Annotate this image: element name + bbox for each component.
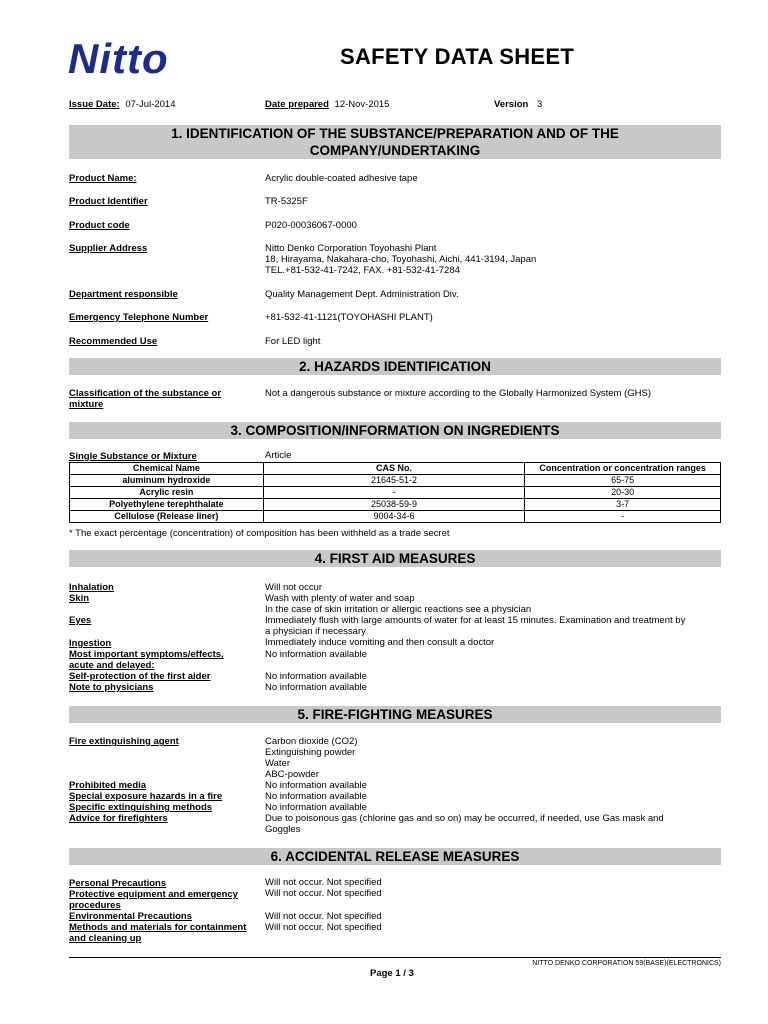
chemical-name-cell: Cellulose (Release liner) bbox=[70, 511, 264, 523]
concentration-cell: 20-30 bbox=[525, 487, 721, 499]
product-code-value: P020-00036067-0000 bbox=[265, 220, 357, 231]
classification-value: Not a dangerous substance or mixture according to the Globally Harmonized System (GHS) bbox=[265, 388, 651, 399]
date-prepared-value: 12-Nov-2015 bbox=[334, 99, 390, 110]
product-code-label: Product code bbox=[69, 220, 130, 231]
agent-line: Water bbox=[265, 758, 290, 769]
skin-value bbox=[265, 593, 721, 615]
environmental-precautions-label: Environmental Precautions bbox=[69, 911, 193, 922]
concentration-cell: 65-75 bbox=[525, 475, 721, 487]
chemical-name-cell: Polyethylene terephthalate bbox=[70, 499, 264, 511]
note-physicians-label: Note to physicians bbox=[69, 682, 154, 693]
cas-no-cell: 21645-51-2 bbox=[263, 475, 525, 487]
protective-label-line1: Protective equipment and emergency bbox=[69, 889, 238, 900]
note-physicians-value: No information available bbox=[265, 682, 367, 693]
protective-label-line2: procedures bbox=[69, 900, 121, 911]
column-chemical-name: Chemical Name bbox=[70, 463, 264, 475]
supplier-address-value bbox=[265, 243, 721, 276]
extinguishing-agent-label: Fire extinguishing agent bbox=[69, 736, 179, 747]
emergency-phone-label: Emergency Telephone Number bbox=[69, 312, 209, 323]
product-name-label: Product Name: bbox=[69, 173, 137, 184]
ingestion-value: Immediately induce vomiting and then consult a doctor bbox=[265, 637, 495, 648]
advice-value-line1: Due to poisonous gas (chlorine gas and so on) may be occurred, if needed, use Gas mask and bbox=[265, 813, 664, 824]
cas-no-cell: 25038-59-9 bbox=[263, 499, 525, 511]
skin-value-line2: In the case of skin irritation or allergic reactions see a physician bbox=[265, 604, 532, 615]
personal-precautions-label: Personal Precautions bbox=[69, 878, 167, 889]
table-header-row bbox=[70, 463, 721, 475]
chemical-name-cell: Acrylic resin bbox=[70, 487, 264, 499]
personal-precautions-value: Will not occur. Not specified bbox=[265, 877, 382, 888]
date-prepared-label: Date prepared bbox=[265, 99, 329, 110]
issue-date-value: 07-Jul-2014 bbox=[125, 99, 176, 110]
protective-equipment-value: Will not occur. Not specified bbox=[265, 888, 382, 899]
cas-no-cell: 9004-34-6 bbox=[263, 511, 525, 523]
cas-no-cell: - bbox=[263, 487, 525, 499]
document-title: SAFETY DATA SHEET bbox=[340, 44, 575, 69]
concentration-cell: - bbox=[525, 511, 721, 523]
product-identifier-label: Product Identifier bbox=[69, 196, 148, 207]
specific-methods-label: Specific extinguishing methods bbox=[69, 802, 213, 813]
chemical-name-cell: aluminum hydroxide bbox=[70, 475, 264, 487]
product-name-value: Acrylic double-coated adhesive tape bbox=[265, 173, 418, 184]
footer-corporation: NITTO DENKO CORPORATION 59(BASE)(ELECTRONICS) bbox=[532, 960, 721, 967]
composition-note: * The exact percentage (concentration) of composition has been withheld as a trade secret bbox=[69, 528, 450, 539]
issue-date-label: Issue Date: bbox=[69, 99, 120, 110]
inhalation-value: Will not occur bbox=[265, 582, 323, 593]
eyes-value-line1: Immediately flush with large amounts of water for at least 15 minutes. Examination and treatment by bbox=[265, 615, 686, 626]
single-substance-value: Article bbox=[265, 450, 292, 461]
section-1-header bbox=[69, 125, 721, 159]
eyes-value-line2: a physician if necessary bbox=[265, 626, 366, 637]
table-row bbox=[70, 511, 721, 523]
skin-value-line1: Wash with plenty of water and soap bbox=[265, 593, 415, 604]
symptoms-value: No information available bbox=[265, 649, 367, 660]
self-protection-value: No information available bbox=[265, 671, 367, 682]
symptoms-label-line1: Most important symptoms/effects, bbox=[69, 649, 224, 660]
advice-value-line2: Goggles bbox=[265, 824, 301, 835]
recommended-use-label: Recommended Use bbox=[69, 336, 158, 347]
section-1-title-line1: 1. IDENTIFICATION OF THE SUBSTANCE/PREPARATION AND OF THE bbox=[171, 126, 619, 141]
page-number: Page 1 / 3 bbox=[370, 968, 414, 979]
version bbox=[494, 99, 542, 110]
skin-label: Skin bbox=[69, 593, 90, 604]
environmental-precautions-value: Will not occur. Not specified bbox=[265, 911, 382, 922]
footer-divider bbox=[69, 957, 721, 958]
supplier-address-line2: 18, Hirayama, Nakahara-cho, Toyohashi, Aichi, 441-3194, Japan bbox=[265, 254, 537, 265]
classification-label-line1: Classification of the substance or bbox=[69, 388, 222, 399]
product-identifier-value: TR-5325F bbox=[265, 196, 308, 207]
eyes-label: Eyes bbox=[69, 615, 92, 626]
specific-methods-value: No information available bbox=[265, 802, 367, 813]
recommended-use-value: For LED light bbox=[265, 336, 321, 347]
supplier-address-label: Supplier Address bbox=[69, 243, 148, 254]
version-label: Version bbox=[494, 99, 529, 110]
single-substance-label: Single Substance or Mixture bbox=[69, 451, 197, 462]
emergency-phone-value: +81-532-41-1121(TOYOHASHI PLANT) bbox=[265, 312, 433, 323]
supplier-address-line3: TEL.+81-532-41-7242, FAX. +81-532-41-7284 bbox=[265, 265, 460, 276]
ingestion-label: Ingestion bbox=[69, 638, 112, 649]
eyes-value bbox=[265, 615, 721, 637]
table-row bbox=[70, 475, 721, 487]
section-3-header: 3. COMPOSITION/INFORMATION ON INGREDIENTS bbox=[69, 422, 721, 439]
methods-label-line2: and cleaning up bbox=[69, 933, 142, 944]
table-row bbox=[70, 499, 721, 511]
column-cas-no: CAS No. bbox=[263, 463, 525, 475]
prohibited-media-label: Prohibited media bbox=[69, 780, 147, 791]
version-value: 3 bbox=[536, 99, 543, 110]
classification-label bbox=[69, 388, 259, 410]
inhalation-label: Inhalation bbox=[69, 582, 114, 593]
supplier-address-line1: Nitto Denko Corporation Toyohashi Plant bbox=[265, 243, 437, 254]
symptoms-label-line2: acute and delayed: bbox=[69, 660, 155, 671]
concentration-cell: 3-7 bbox=[525, 499, 721, 511]
issue-date bbox=[69, 99, 176, 110]
containment-methods-label bbox=[69, 922, 269, 944]
agent-line: Extinguishing powder bbox=[265, 747, 356, 758]
containment-methods-value: Will not occur. Not specified bbox=[265, 922, 382, 933]
self-protection-label: Self-protection of the first aider bbox=[69, 671, 211, 682]
symptoms-label bbox=[69, 649, 259, 671]
composition-table bbox=[69, 462, 721, 523]
section-5-header: 5. FIRE-FIGHTING MEASURES bbox=[69, 706, 721, 723]
special-hazards-label: Special exposure hazards in a fire bbox=[69, 791, 223, 802]
advice-firefighters-label: Advice for firefighters bbox=[69, 813, 168, 824]
extinguishing-agent-value bbox=[265, 736, 721, 780]
column-concentration: Concentration or concentration ranges bbox=[525, 463, 721, 475]
department-value: Quality Management Dept. Administration Div. bbox=[265, 289, 459, 300]
methods-label-line1: Methods and materials for containment bbox=[69, 922, 247, 933]
section-6-header: 6. ACCIDENTAL RELEASE MEASURES bbox=[69, 848, 721, 865]
advice-firefighters-value bbox=[265, 813, 721, 835]
classification-label-line2: mixture bbox=[69, 399, 104, 410]
section-2-header: 2. HAZARDS IDENTIFICATION bbox=[69, 358, 721, 375]
section-4-header: 4. FIRST AID MEASURES bbox=[69, 550, 721, 567]
agent-line: ABC-powder bbox=[265, 769, 319, 780]
prohibited-media-value: No information available bbox=[265, 780, 367, 791]
department-label: Department responsible bbox=[69, 289, 178, 300]
section-1-title-line2: COMPANY/UNDERTAKING bbox=[309, 143, 481, 158]
table-row bbox=[70, 487, 721, 499]
date-prepared bbox=[265, 99, 389, 110]
agent-line: Carbon dioxide (CO2) bbox=[265, 736, 358, 747]
protective-equipment-label bbox=[69, 889, 259, 911]
special-hazards-value: No information available bbox=[265, 791, 367, 802]
nitto-logo: Nitto bbox=[68, 35, 169, 82]
